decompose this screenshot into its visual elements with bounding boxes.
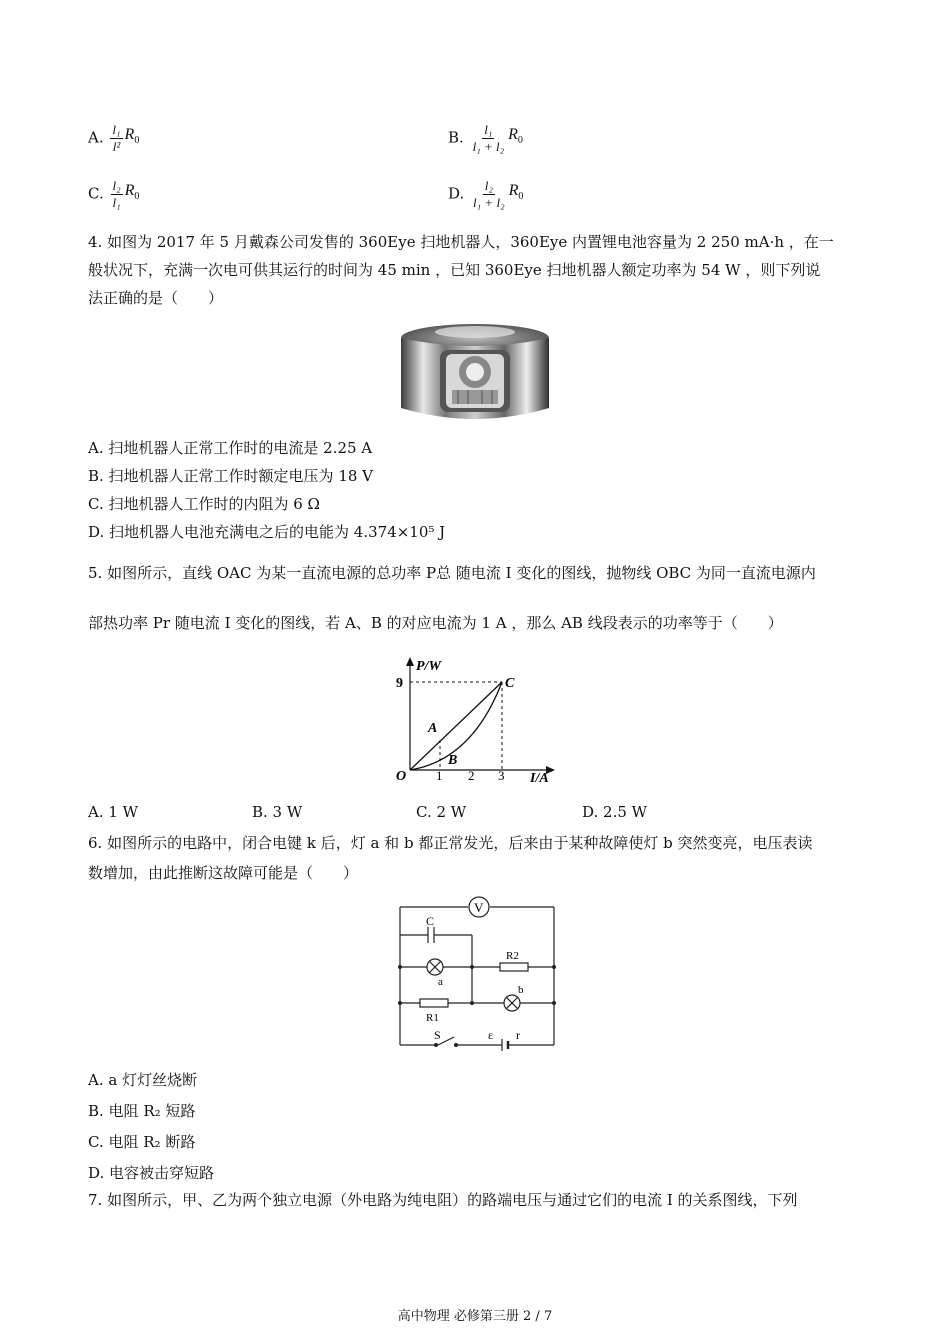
numerator: l₂ [484,178,493,193]
internal-r-label: r [516,1028,520,1042]
q5-option-c: C. 2 W [416,803,467,821]
r-subscript: 0 [517,135,523,147]
q7-text-line1: 7. 如图所示，甲、乙为两个独立电源（外电路为纯电阻）的路端电压与通过它们的电流 I 的关系图线，下列 [88,1191,798,1209]
y-axis-arrow [406,657,414,666]
y-axis-label: P/W [416,659,441,674]
option-letter: A. [88,128,104,147]
circuit-diagram [392,893,560,1055]
q6-option-a: A. a 灯灯丝烧断 [88,1071,198,1089]
denominator: l₁ + l₂ [472,139,505,154]
denominator: l₁ [112,195,121,210]
switch-label: S [434,1028,441,1042]
power-current-graph [392,652,564,784]
lamp-b-label: b [518,984,524,996]
voltmeter-label: V [474,900,484,915]
numerator: l₁ [484,122,493,137]
r-letter: R [508,182,519,200]
fraction [111,178,123,211]
option-letter: B. [448,128,464,147]
point-b-label: B [448,753,458,768]
page-footer: 高中物理 必修第三册 2 / 7 [397,1309,553,1324]
r-subscript: 0 [134,191,140,203]
capacitor-label: C [426,914,435,928]
q3-option-a [88,122,139,155]
r-subscript: 0 [134,135,140,147]
q6-option-d: D. 电容被击穿短路 [88,1164,215,1182]
q6-option-b: B. 电阻 R₂ 短路 [88,1102,196,1120]
x-axis-label: I/A [530,771,549,784]
q3-option-b [448,122,523,155]
r-letter: R [124,126,135,144]
q4-option-d: D. 扫地机器人电池充满电之后的电能为 4.374×10⁵ J [88,523,446,541]
resistance-symbol [508,126,523,147]
numerator: l₂ [112,178,121,193]
x-tick-1: 1 [436,768,443,783]
emf-label: ε [488,1028,494,1042]
q5-option-b: B. 3 W [252,803,303,821]
q6-text-line2: 数增加，由此推断这故障可能是（ ） [88,864,359,882]
q5-option-d: D. 2.5 W [582,803,648,821]
r-letter: R [508,126,518,144]
point-a-label: A [428,721,438,736]
robot-vacuum-image [398,320,552,426]
q4-text-line1: 4. 如图为 2017 年 5 月戴森公司发售的 360Eye 扫地机器人，360Eye 内置锂电池容量为 2 250 mA·h ，在一 [88,233,834,251]
numerator: l₁ [112,122,121,137]
q4-option-c: C. 扫地机器人工作时的内阻为 6 Ω [88,495,320,513]
q5-text-line1: 5. 如图所示，直线 OAC 为某一直流电源的总功率 P总 随电流 I 变化的图线，抛物线 OBC 为同一直流电源内 [88,564,816,582]
denominator: l₁ + l₂ [473,195,505,210]
x-tick-2: 2 [468,768,475,783]
resistance-symbol [124,126,140,147]
q4-text-line3: 法正确的是（ ） [88,289,224,307]
option-letter: C. [88,184,104,203]
resistance-symbol [508,182,524,203]
r1-label: R1 [426,1012,439,1024]
q4-text-line2: 般状况下，充满一次电可供其运行的时间为 45 min ，已知 360Eye 扫地机器人额定功率为 54 W ，则下列说 [88,261,821,279]
q6-text-line1: 6. 如图所示的电路中，闭合电键 k 后，灯 a 和 b 都正常发光，后来由于某种故障使灯 b 突然变亮，电压表读 [88,834,813,852]
y-tick-9: 9 [396,676,403,691]
x-tick-3: 3 [498,768,505,783]
q3-option-c [88,178,139,211]
q3-option-d [448,178,523,211]
origin-label: O [396,769,407,784]
resistance-symbol [124,182,140,203]
q6-option-c: C. 电阻 R₂ 断路 [88,1133,196,1151]
denominator: l² [112,139,121,154]
point-c-label: C [505,676,515,691]
r-letter: R [124,182,135,200]
fraction [471,178,507,211]
q4-option-a: A. 扫地机器人正常工作时的电流是 2.25 A [88,439,373,457]
q4-option-b: B. 扫地机器人正常工作时额定电压为 18 V [88,467,374,485]
r-subscript: 0 [518,191,524,203]
r2-label: R2 [506,950,519,962]
fraction [471,122,507,155]
q5-option-a: A. 1 W [88,803,139,821]
option-letter: D. [448,184,465,203]
lamp-a-label: a [438,976,443,988]
fraction [110,122,122,155]
q5-text-line2: 部热功率 Pr 随电流 I 变化的图线，若 A、B 的对应电流为 1 A ，那么 AB 线段表示的功率等于（ ） [88,614,783,632]
